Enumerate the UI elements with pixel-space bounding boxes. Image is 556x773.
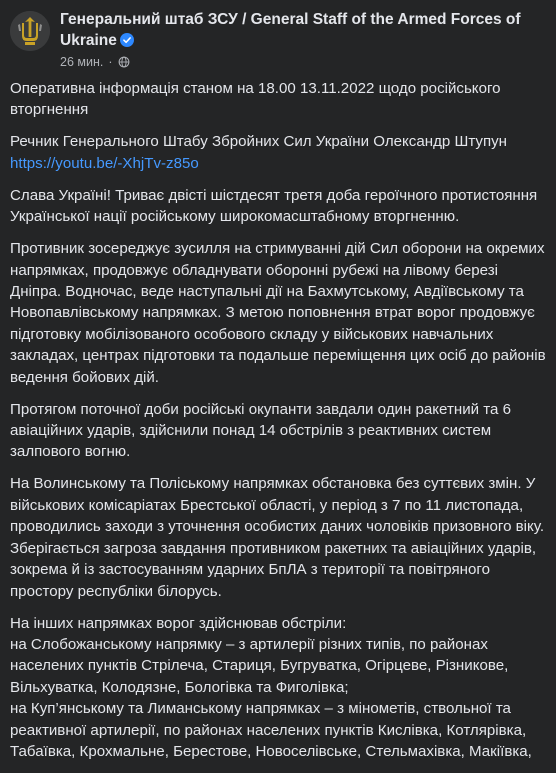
post-paragraph-7-line: На інших напрямках ворог здійснював обстріли: [10, 614, 347, 632]
post-paragraph-5: Протягом поточної доби російські окупанти завдали один ракетний та 6 авіаційних ударів, здійснили понад 14 обстрілів з реактивних систем залпового вогню. [10, 400, 511, 461]
verified-badge-icon [120, 33, 134, 47]
trident-emblem-icon [10, 11, 50, 51]
post-body [10, 78, 548, 773]
avatar[interactable] [10, 11, 50, 51]
post-time[interactable]: 26 мин. [60, 55, 104, 69]
author-name[interactable] [60, 9, 530, 51]
post-paragraph-4: Противник зосереджує зусилля на стримуванні дій Сил оборони на окремих напрямках, продовжує обладнувати оборонні рубежі на лівому березі Дніпра. Водночас, веде наступальні дії на Бахмутському, Авдіївському та Новопавлівському напрямках. З метою поповнення втрат ворог продовжує підготовку мобілізованого особового складу у військових навчальних закладах, центрах підготовки та подальше переміщення цих осіб до районів ведення бойових дій. [10, 240, 546, 386]
post-paragraph-2 [10, 131, 548, 174]
youtube-link[interactable]: https://youtu.be/-XhjTv-z85o [10, 154, 199, 172]
post-meta [60, 54, 130, 70]
globe-icon[interactable] [118, 56, 130, 68]
post-paragraph-6: На Волинському та Поліському напрямках обстановка без суттєвих змін. У військових комісаріатах Брестської області, у період з 7 по 11 листопада, проводились заходи з уточнення особистих даних чоловіків призовного віку. Зберігається загроза завдання противником ракетних та авіаційних ударів, зокрема й із застосуванням ударних БпЛА з території та повітряного простору республіки білорусь. [10, 475, 545, 600]
post-paragraph-7-line: на Куп’янському та Лиманському напрямках – з мінометів, ствольної та реактивної артилерії, по районах населених пунктів Кислівка, Котлярівка, Табаївка, Крохмальне, Берестове, Новоселівське, Стельмахівка, Макіївка, [10, 700, 532, 760]
meta-separator: · [108, 55, 113, 69]
author-name-text[interactable]: Генеральний штаб ЗСУ / General Staff of the Armed Forces of Ukraine [60, 11, 521, 49]
post-paragraph-7-line: на Слобожанському напрямку – з артилерії різних типів, по районах населених пунктів Стрілеча, Стариця, Бугруватка, Огірцеве, Різникове, Вільхуватка, Колодязне, Бологівка та Фиголівка; [10, 635, 509, 696]
post-paragraph-7 [10, 613, 548, 763]
post-header [10, 9, 546, 71]
post-paragraph-3: Слава Україні! Триває двісті шістдесят третя доба героїчного протистояння Української нації російському широкомасштабному вторгненню. [10, 186, 538, 226]
post-paragraph-1: Оперативна інформація станом на 18.00 13.11.2022 щодо російського вторгнення [10, 80, 501, 119]
post-paragraph-2-text: Речник Генерального Штабу Збройних Сил України Олександр Штупун [10, 133, 508, 151]
